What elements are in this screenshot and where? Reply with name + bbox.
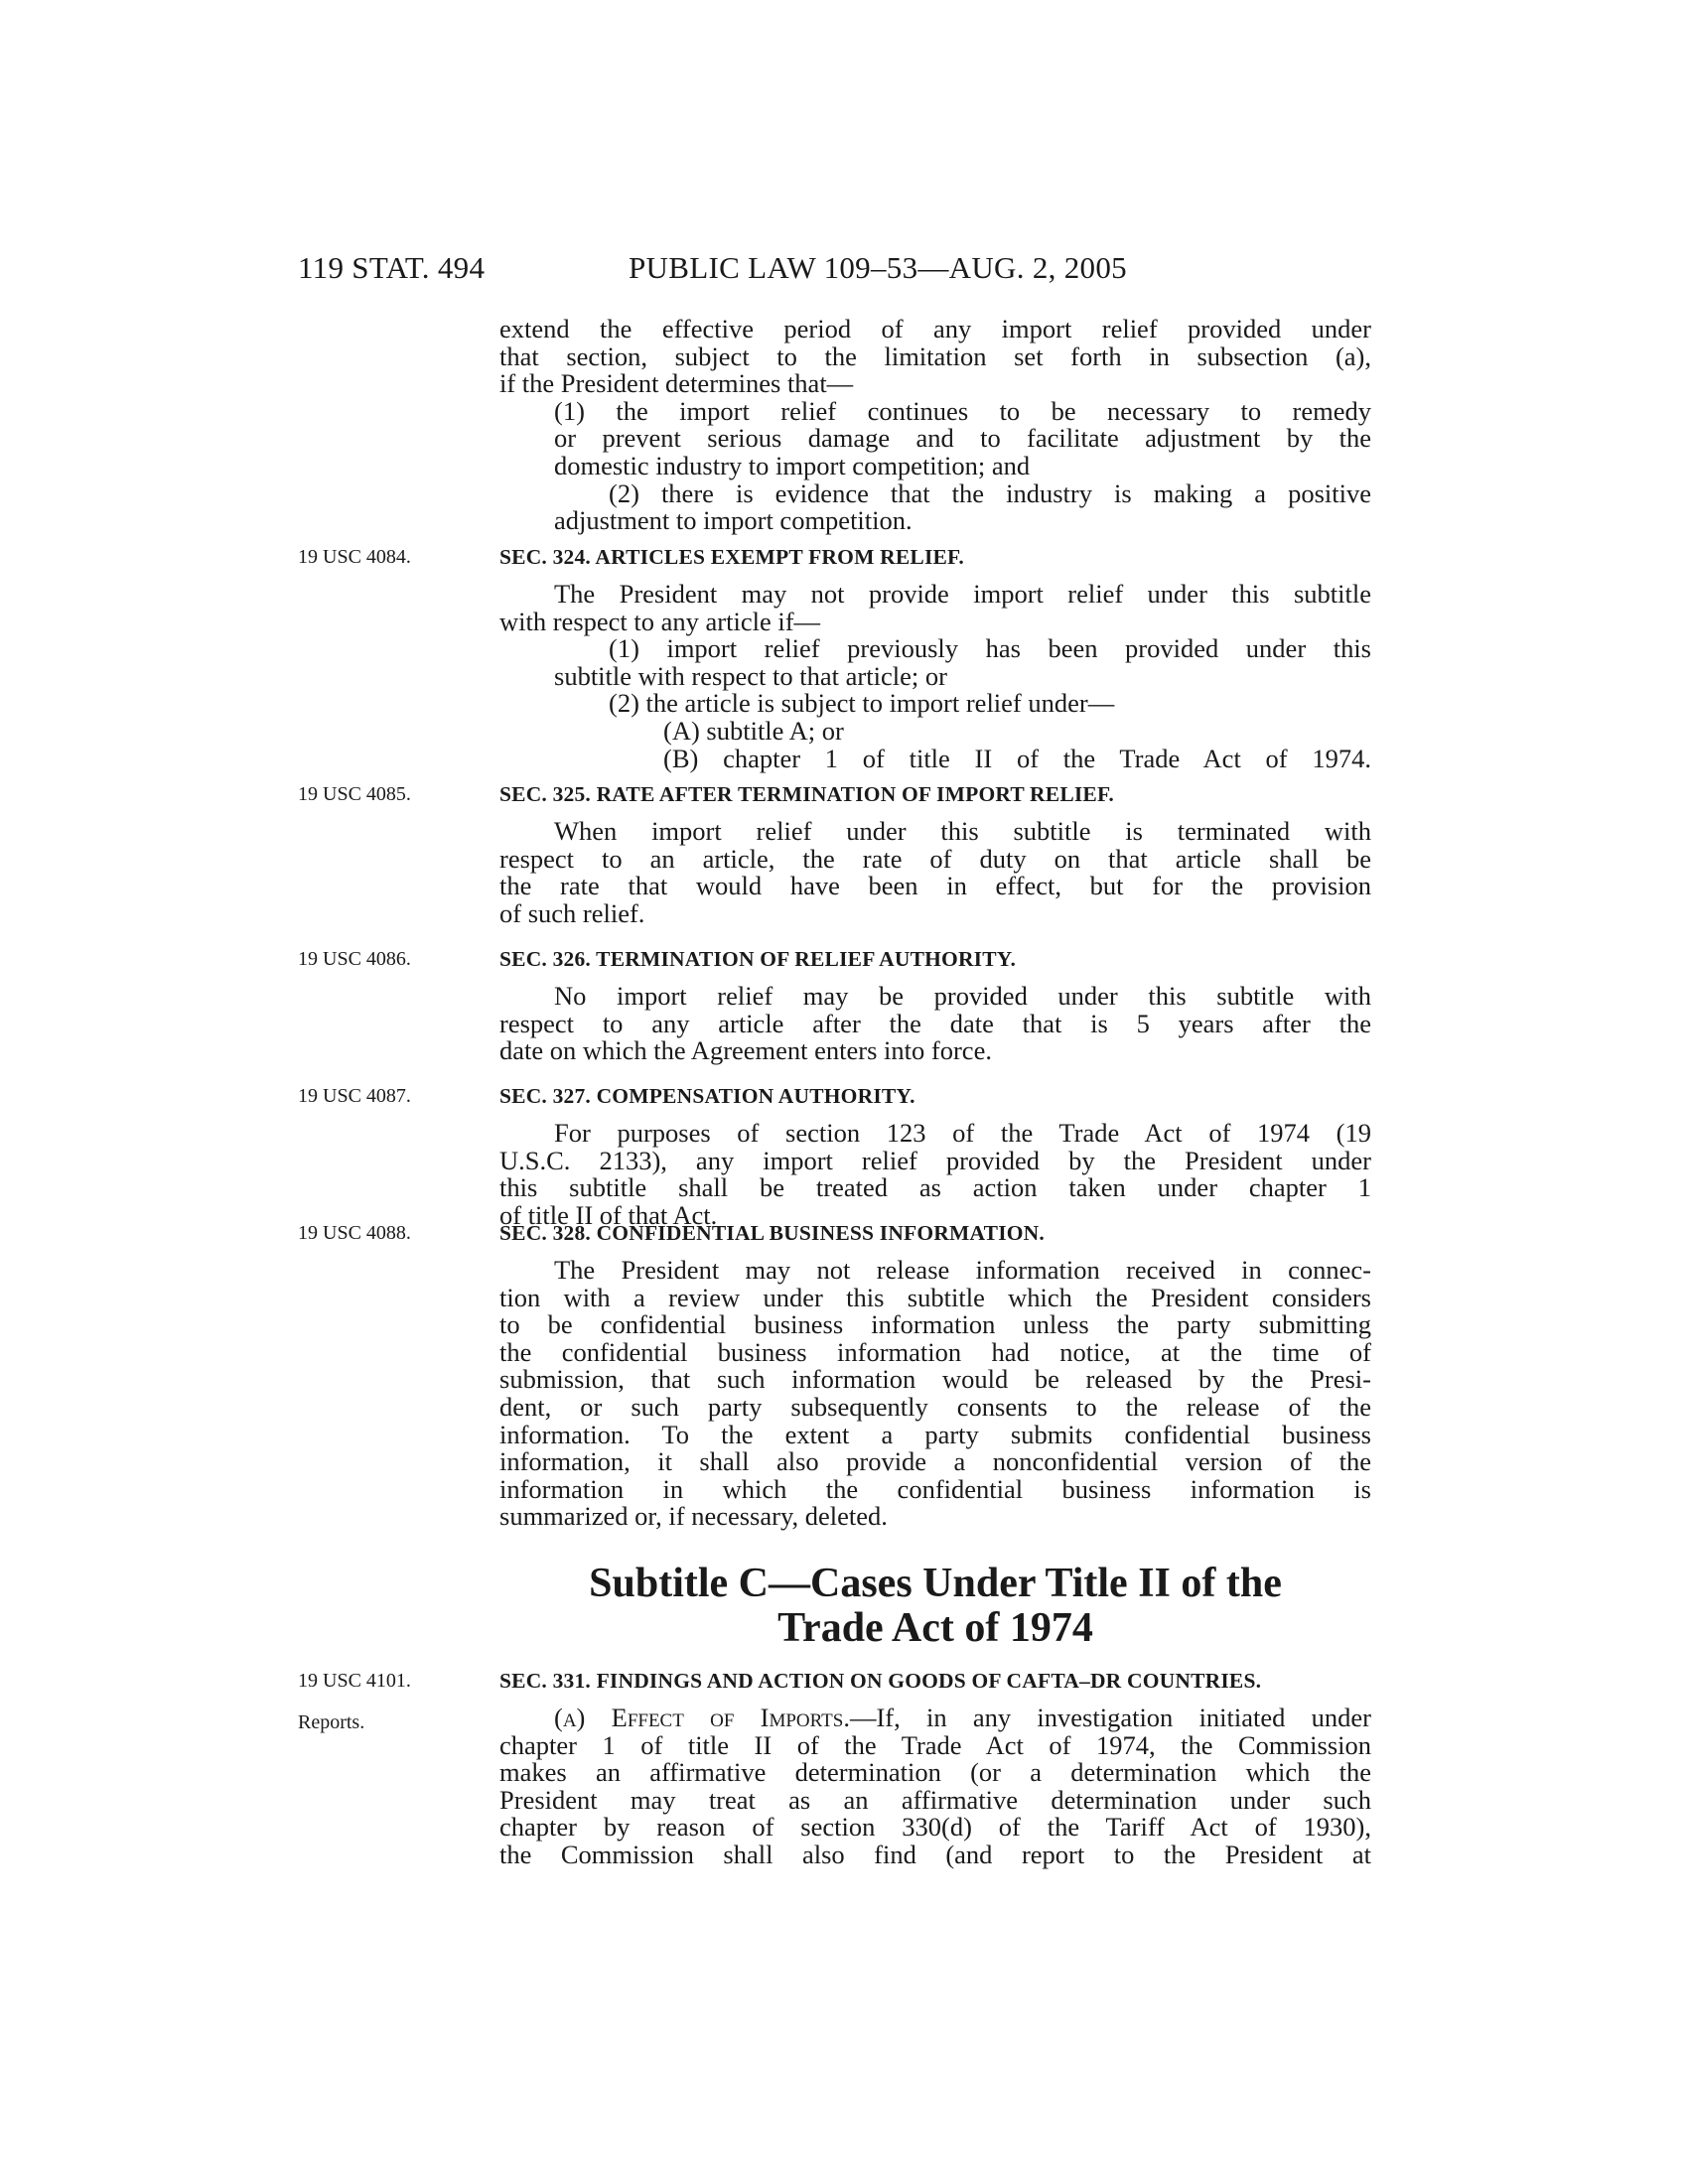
text-line: chapter 1 of title II of the Trade Act of 1974, the Commission bbox=[499, 1729, 1371, 1760]
section-body bbox=[499, 1257, 1371, 1531]
section-body bbox=[499, 983, 1371, 1065]
text-line: summarized or, if necessary, deleted. bbox=[499, 1501, 888, 1532]
text-line: the confidential business information had notice, at the time of bbox=[499, 1336, 1371, 1367]
section-heading: SEC. 326. TERMINATION OF RELIEF AUTHORITY. bbox=[499, 947, 1017, 971]
subtitle-line-2: Trade Act of 1974 bbox=[777, 1605, 1093, 1651]
text-line: President may treat as an affirmative determination under such bbox=[499, 1784, 1371, 1815]
list-item-line: or prevent serious damage and to facilitate adjustment by the bbox=[554, 423, 1371, 454]
margin-note-reports: Reports. bbox=[298, 1711, 365, 1733]
list-item-line: (2) there is evidence that the industry is making a positive bbox=[609, 478, 1371, 508]
subtitle-heading bbox=[499, 1562, 1371, 1651]
section-body bbox=[499, 1705, 1371, 1869]
section-body bbox=[499, 818, 1371, 927]
margin-note: 19 USC 4088. bbox=[298, 1222, 411, 1244]
list-item-line: domestic industry to import competition; and bbox=[554, 450, 1031, 480]
text-line: The President may not provide import relief under this subtitle bbox=[554, 579, 1371, 609]
text-line: chapter by reason of section 330(d) of the Tariff Act of 1930), bbox=[499, 1812, 1371, 1843]
list-item-line: adjustment to import competition. bbox=[554, 505, 913, 536]
list-item-line: (2) the article is subject to import relief under— bbox=[609, 688, 1115, 719]
page-stat-reference: 119 STAT. 494 bbox=[298, 250, 486, 285]
margin-note: 19 USC 4086. bbox=[298, 948, 411, 970]
section-body bbox=[499, 1120, 1371, 1229]
text-line: No import relief may be provided under this subtitle with bbox=[554, 981, 1371, 1011]
margin-note: 19 USC 4101. bbox=[298, 1670, 411, 1692]
text-line: When import relief under this subtitle is terminated with bbox=[554, 816, 1371, 846]
text-line: tion with a review under this subtitle which the President considers bbox=[499, 1282, 1371, 1312]
text-line: The President may not release information received in connec- bbox=[554, 1255, 1371, 1285]
text-fragment: —If, in any investigation initiated under bbox=[849, 1703, 1371, 1732]
section-heading: SEC. 327. COMPENSATION AUTHORITY. bbox=[499, 1084, 915, 1108]
text-line: to be confidential business information unless the party submitting bbox=[499, 1309, 1371, 1340]
section-heading: SEC. 325. RATE AFTER TERMINATION OF IMPORT RELIEF. bbox=[499, 782, 1114, 806]
text-line bbox=[499, 1705, 1371, 1732]
text-line: if the President determines that— bbox=[499, 368, 854, 399]
list-item-line: (A) subtitle A; or bbox=[663, 715, 844, 746]
text-line: date on which the Agreement enters into force. bbox=[499, 1035, 992, 1066]
text-line: dent, or such party subsequently consents to the release of the bbox=[499, 1391, 1371, 1422]
text-line: with respect to any article if— bbox=[499, 606, 821, 636]
section-heading: SEC. 324. ARTICLES EXEMPT FROM RELIEF. bbox=[499, 545, 964, 569]
subsection-label: (a) Effect of Imports. bbox=[554, 1703, 850, 1732]
text-line: the rate that would have been in effect, but for the provision bbox=[499, 871, 1371, 901]
text-line: of title II of that Act. bbox=[499, 1199, 718, 1230]
margin-note: 19 USC 4087. bbox=[298, 1085, 411, 1107]
margin-note: 19 USC 4085. bbox=[298, 783, 411, 805]
page-law-title: PUBLIC LAW 109–53—AUG. 2, 2005 bbox=[629, 250, 1127, 285]
text-line: information. To the extent a party submits confidential business bbox=[499, 1419, 1371, 1449]
section-body bbox=[499, 581, 1371, 772]
text-line: respect to an article, the rate of duty on that article shall be bbox=[499, 843, 1371, 874]
subtitle-line-1: Subtitle C—Cases Under Title II of the bbox=[589, 1561, 1282, 1606]
text-line: information, it shall also provide a nonconfidential version of the bbox=[499, 1446, 1371, 1477]
intro-paragraph bbox=[499, 316, 1371, 535]
list-item-line: (1) import relief previously has been provided under this bbox=[609, 633, 1371, 664]
text-line: this subtitle shall be treated as action taken under chapter 1 bbox=[499, 1172, 1371, 1203]
text-line: makes an affirmative determination (or a determination which the bbox=[499, 1757, 1371, 1788]
list-item-line: subtitle with respect to that article; or bbox=[554, 660, 947, 691]
text-line: the Commission shall also find (and report to the President at bbox=[499, 1839, 1371, 1869]
margin-note: 19 USC 4084. bbox=[298, 546, 411, 568]
text-line: For purposes of section 123 of the Trade Act of 1974 (19 bbox=[554, 1118, 1371, 1148]
section-heading: SEC. 328. CONFIDENTIAL BUSINESS INFORMATION. bbox=[499, 1221, 1045, 1245]
text-line: submission, that such information would be released by the Presi- bbox=[499, 1364, 1371, 1395]
text-line: U.S.C. 2133), any import relief provided by the President under bbox=[499, 1145, 1371, 1175]
section-heading: SEC. 331. FINDINGS AND ACTION ON GOODS OF CAFTA–DR COUNTRIES. bbox=[499, 1669, 1262, 1693]
list-item-line: (B) chapter 1 of title II of the Trade Act of 1974. bbox=[663, 743, 1371, 773]
text-line: extend the effective period of any import relief provided under bbox=[499, 314, 1371, 343]
text-line: that section, subject to the limitation set forth in subsection (a), bbox=[499, 341, 1371, 371]
text-line: of such relief. bbox=[499, 897, 645, 928]
text-line: respect to any article after the date that is 5 years after the bbox=[499, 1008, 1371, 1038]
list-item-line: (1) the import relief continues to be necessary to remedy bbox=[554, 395, 1371, 426]
text-line: information in which the confidential business information is bbox=[499, 1473, 1371, 1504]
